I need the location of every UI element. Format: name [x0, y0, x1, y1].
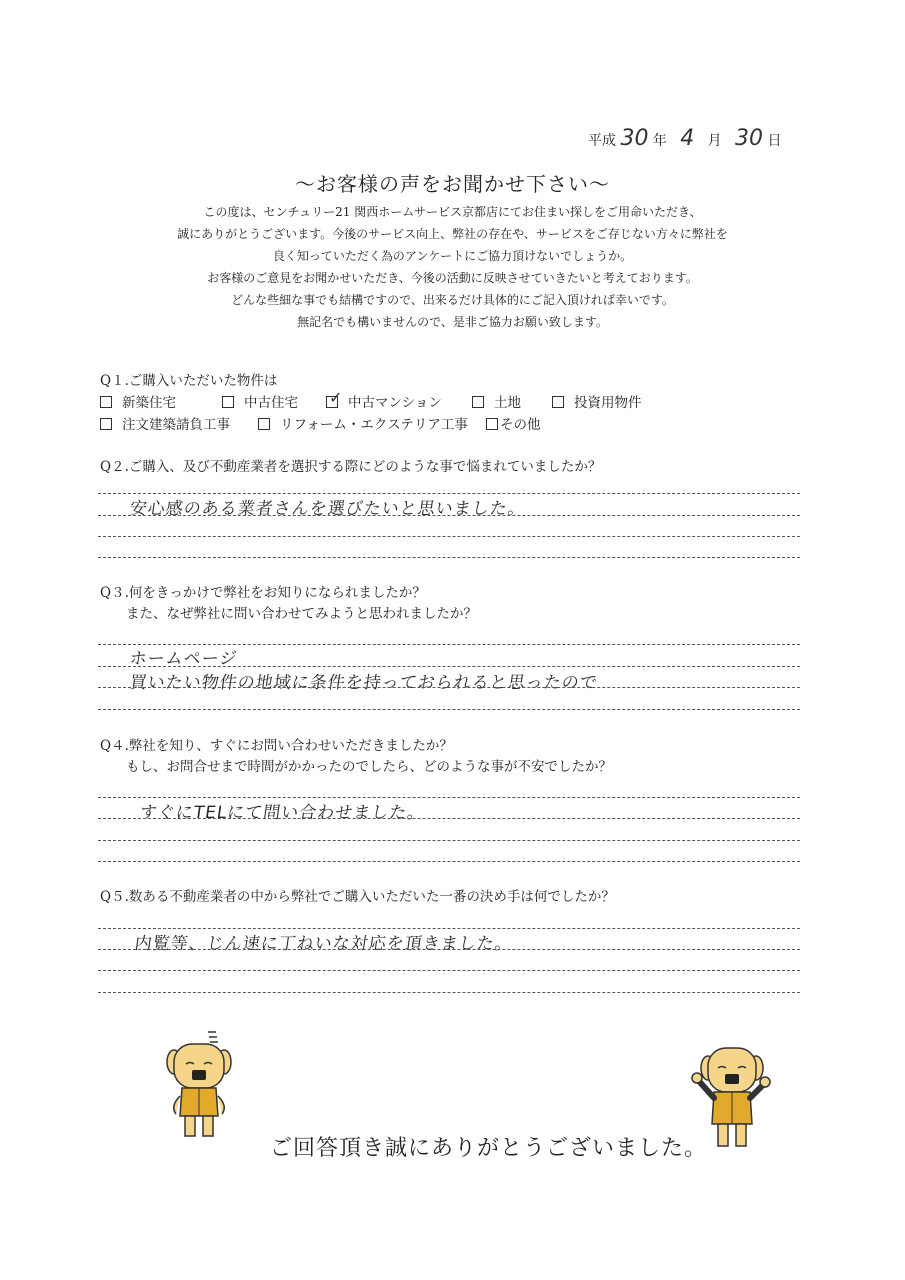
q3-question-line2: また、なぜ弊社に問い合わせてみようと思われましたか？ [126, 606, 477, 622]
checkbox[interactable] [258, 418, 270, 430]
q4-question-line1: Q４.弊社を知り、すぐにお問い合わせいただきましたか？ [100, 738, 453, 754]
q1-option-other[interactable]: その他 [486, 413, 541, 433]
q2-question: Q２.ご購入、及び不動産業者を選択する際にどのような事で悩まれていましたか？ [100, 459, 602, 475]
intro-line: この度は、センチュリー21 関西ホームサービス京都店にてお住まい探しをご用命いただき、 [203, 205, 702, 219]
checkbox[interactable] [100, 418, 112, 430]
date-day-label: 日 [767, 133, 782, 149]
answer-line [98, 515, 800, 516]
intro-line: お客様のご意見をお聞かせいただき、今後の活動に反映させていきたいと考えております。 [207, 271, 698, 285]
q1-option-reform[interactable]: リフォーム・エクステリア工事 [258, 413, 468, 433]
date-year-label: 年 [652, 133, 667, 149]
answer-line [98, 536, 800, 537]
checkbox[interactable] [326, 388, 343, 408]
answer-line [98, 949, 800, 950]
checkbox[interactable] [472, 396, 484, 408]
mascot-dog-bowing-icon [160, 1030, 240, 1140]
q1-option-new-house[interactable]: 新築住宅 [100, 391, 176, 411]
q1-options [100, 388, 800, 433]
survey-date [588, 126, 781, 151]
answer-line [98, 644, 800, 645]
answer-line [98, 970, 800, 971]
q2-answer: 安心感のある業者さんを選びたいと思いました。 [128, 499, 528, 519]
answer-line [98, 687, 800, 688]
intro-line: 良く知っていただく為のアンケートにご協力頂けないでしょうか。 [272, 249, 633, 263]
answer-line [98, 928, 800, 929]
q4-answer: すぐにTELにて問い合わせました。 [138, 803, 427, 823]
answer-line [98, 493, 800, 494]
q5-answer: 内覧等、じん速に丁ねいな対応を頂きました。 [133, 934, 515, 954]
answer-line [98, 992, 800, 993]
mascot-dog-cheering-icon [688, 1042, 778, 1152]
answer-line [98, 840, 800, 841]
answer-line [98, 709, 800, 710]
intro-line: 無記名でも構いませんので、是非ご協力お願い致します。 [297, 315, 608, 329]
intro-line: どんな些細な事でも結構ですので、出来るだけ具体的にご記入頂ければ幸いです。 [231, 293, 674, 307]
q1-option-custom-build[interactable]: 注文建築請負工事 [100, 413, 230, 433]
q1-option-land[interactable]: 土地 [472, 391, 521, 411]
answer-line [98, 666, 800, 667]
q1-question: Q１.ご購入いただいた物件は [100, 373, 278, 389]
checkbox[interactable] [222, 396, 234, 408]
q1-option-used-condo[interactable]: ✓ 中古マンション [326, 391, 442, 411]
intro-text [0, 201, 905, 333]
date-year: 30 [620, 126, 649, 151]
checkbox[interactable] [100, 396, 112, 408]
closing-message: ご回答頂き誠にありがとうございました。 [270, 1136, 708, 1161]
check-mark-icon: ✓ [329, 388, 343, 407]
date-day: 30 [734, 126, 763, 151]
q1-option-used-house[interactable]: 中古住宅 [222, 391, 298, 411]
intro-line: 誠にありがとうございます。今後のサービス向上、弊社の存在や、サービスをご存じない方々に弊社を [177, 227, 728, 241]
answer-line [98, 797, 800, 798]
q1-option-investment[interactable]: 投資用物件 [552, 391, 642, 411]
answer-line [98, 861, 800, 862]
date-era-label: 平成 [588, 133, 616, 149]
q5-question: Q５.数ある不動産業者の中から弊社でご購入いただいた一番の決め手は何でしたか？ [100, 889, 615, 905]
q3-answer-line2: 買いたい物件の地域に条件を持っておられると思ったので [128, 673, 600, 693]
page-title: ～お客様の声をお聞かせ下さい～ [295, 172, 610, 196]
answer-line [98, 557, 800, 558]
q4-question-line2: もし、お問合せまで時間がかかったのでしたら、どのような事が不安でしたか？ [126, 759, 612, 775]
date-month-label: 月 [707, 133, 722, 149]
answer-line [98, 818, 800, 819]
checkbox[interactable] [552, 396, 564, 408]
date-month: 4 [680, 126, 695, 151]
checkbox[interactable] [486, 418, 498, 430]
q3-answer-line1: ホームページ [128, 649, 239, 669]
q3-question-line1: Q３.何をきっかけで弊社をお知りになられましたか？ [100, 585, 426, 601]
